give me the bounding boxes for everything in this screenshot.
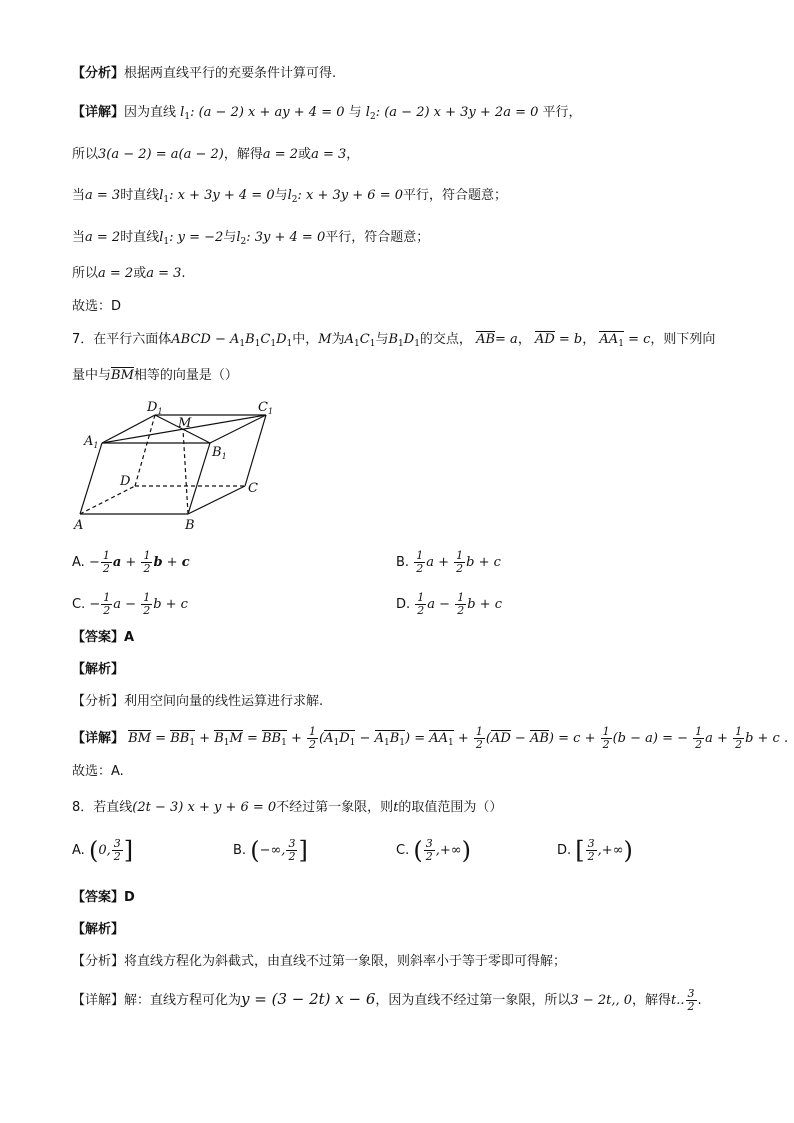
three-halves: $\frac{3}{2}$ <box>687 987 695 1013</box>
q8-jiexi: 【解析】 <box>72 922 125 937</box>
point-m: M <box>318 332 332 347</box>
q6-final-line <box>72 264 186 284</box>
l2-equation: : (a − 2) x + 3y + 2a = 0 <box>375 105 539 120</box>
q6-when3-line <box>72 186 507 210</box>
detail-tag: 【详解】 <box>72 731 125 746</box>
and-text: 与 <box>274 188 288 203</box>
l1-equation: : (a − 2) x + ay + 4 = 0 <box>190 105 345 120</box>
solution-1: a = 2 <box>262 147 299 162</box>
label-d: D <box>120 474 131 489</box>
l1-symbol: $l_1$ <box>159 230 170 247</box>
edge-ad <box>80 486 135 514</box>
and-text: 与 <box>223 230 237 245</box>
q7-option-d[interactable]: D. $\frac{1}{2}$ a − $\frac{1}{2}$ b + c <box>396 591 502 617</box>
label-a: A <box>74 518 84 533</box>
when-mid: 时直线 <box>120 188 160 203</box>
stem-2a: 量中与 <box>72 368 112 383</box>
when-mid: 时直线 <box>120 230 160 245</box>
label-c1: $C_1$ <box>258 400 274 416</box>
label-b1: $B_1$ <box>212 445 227 461</box>
q6-so-line <box>72 145 359 165</box>
q8-option-c[interactable]: C. ( $\frac{3}{2}$ ,+∞) <box>396 836 471 865</box>
detail-prefix: 因为直线 <box>124 105 177 120</box>
when-prefix: 当 <box>72 188 86 203</box>
or-text: 或 <box>133 266 147 281</box>
analysis-text: 根据两直线平行的充要条件计算可得. <box>124 66 337 81</box>
vec-aa1: $AA_1 = c$ <box>599 332 651 349</box>
q8-equation: (2t − 3) x + y + 6 = 0 <box>132 800 277 815</box>
q8-number: 8．若直线 <box>72 800 133 815</box>
q8-stem <box>72 798 502 818</box>
stem-2b: 相等的向量是（） <box>133 368 238 383</box>
fits-text: 平行，符合题意； <box>403 188 508 203</box>
q7-stem-line-2 <box>72 366 238 386</box>
or-text: 或 <box>298 147 312 162</box>
edge-cc1 <box>245 415 266 486</box>
mid-text: 中， <box>292 332 319 347</box>
label-b: B <box>185 518 195 533</box>
comma: ， <box>346 147 360 162</box>
when3-l1: : x + 3y + 4 = 0 <box>169 188 275 203</box>
fits-text: 平行，符合题意； <box>325 230 430 245</box>
detail-derivation: BM = $BB_1 + B_1M = BB_1$ + $\frac{1}{2}$ $(A_1D_1 - A_1B_1) = AA_1$ + $\frac{1}{2}$ (AD − AB) = c + $\frac{1}{2}$ (b − a) = − $\frac{1}{2}$ a + $\frac{1}{2}$ b + c . <box>128 725 789 751</box>
detail-d: ，解得 <box>632 993 672 1008</box>
label-m: M <box>178 416 192 431</box>
label-c: C <box>248 481 258 496</box>
q7-analysis: 【分析】利用空间向量的线性运算进行求解. <box>72 694 324 709</box>
when2-a: a = 2 <box>85 230 121 245</box>
q7-stem-line-1: 7．在平行六面体ABCD − $A_1B_1C_1D_1$中，M为$A_1C_1$与$B_1D_1$的交点， AB= a， AD = b， $AA_1 = c$，则下列向 <box>72 332 716 349</box>
solve-text: ，解得 <box>223 147 263 162</box>
when-prefix: 当 <box>72 230 86 245</box>
parallel-text: 平行， <box>542 105 582 120</box>
so-prefix: 所以 <box>72 147 99 162</box>
q8-option-b[interactable]: B. (−∞, $\frac{3}{2}$ ] <box>233 836 308 865</box>
stem-b: 不经过第一象限，则 <box>276 800 394 815</box>
vec-bm: BM <box>111 368 134 383</box>
tail-text: ，则下列向 <box>650 332 716 347</box>
b1d1: $B_1D_1$ <box>388 332 420 349</box>
q6-choose: 故选：D <box>72 299 122 314</box>
edge-aa1 <box>80 443 102 514</box>
final-prefix: 所以 <box>72 266 99 281</box>
final-end: . <box>181 266 186 281</box>
edge-bc <box>188 486 245 514</box>
q7-option-c[interactable]: C. − $\frac{1}{2}$ a − $\frac{1}{2}$ b + c <box>72 591 188 617</box>
stem-c: 的取值范围为（） <box>398 800 503 815</box>
q8-detail-line <box>72 988 702 1013</box>
q7-jiexi: 【解析】 <box>72 662 125 677</box>
q7-number: 7．在平行六面体 <box>72 332 172 347</box>
and-text: 与 <box>348 105 362 120</box>
detail-b: ，因为直线不经过第一象限，所以 <box>375 993 571 1008</box>
is-text: 为 <box>331 332 345 347</box>
q6-detail-line <box>72 103 582 127</box>
parallelepiped-figure <box>70 398 290 538</box>
detail-tag: 【详解】 <box>72 105 125 120</box>
intersection-text: 的交点， <box>419 332 472 347</box>
solution-2: a = 3 <box>311 147 347 162</box>
with-text: 与 <box>375 332 389 347</box>
l1-symbol: $l_1$ <box>159 188 170 205</box>
l1-symbol: $l_1$ <box>180 105 191 122</box>
solid-name: ABCD − $A_1B_1C_1D_1$ <box>171 332 293 349</box>
when2-l2: : 3y + 4 = 0 <box>246 230 326 245</box>
var-t: t <box>393 800 399 815</box>
q7-option-b[interactable]: B. $\frac{1}{2}$ a + $\frac{1}{2}$ b + c <box>396 549 501 575</box>
final-eq-2: a = 3 <box>146 266 182 281</box>
when2-l1: : y = −2 <box>169 230 224 245</box>
q8-option-a[interactable]: A. (0, $\frac{3}{2}$ ] <box>72 836 134 865</box>
ac1: $A_1C_1$ <box>344 332 376 349</box>
q7-answer: 【答案】A <box>72 630 135 645</box>
edge-bb1 <box>188 443 210 514</box>
l2-symbol: $l_2$ <box>365 105 376 122</box>
q8-answer: 【答案】D <box>72 890 135 905</box>
detail-eq: y = (3 − 2t) x − 6 <box>241 990 376 1008</box>
l2-symbol: $l_2$ <box>287 188 298 205</box>
when3-a: a = 3 <box>85 188 121 203</box>
l2-symbol: $l_2$ <box>236 230 247 247</box>
vec-ad: AD = b <box>534 332 583 347</box>
q6-analysis-line <box>72 64 336 84</box>
edge-dd1 <box>135 415 155 486</box>
q7-option-a[interactable]: A. − $\frac{1}{2}$ a + $\frac{1}{2}$ b + c <box>72 549 190 575</box>
so-equation: 3(a − 2) = a(a − 2) <box>98 147 224 162</box>
detail-e: t.. <box>671 993 685 1008</box>
label-a1: $A_1$ <box>84 434 99 450</box>
final-eq-1: a = 2 <box>98 266 134 281</box>
detail-c: 3 − 2t,, 0 <box>570 993 633 1008</box>
when3-l2: : x + 3y + 6 = 0 <box>297 188 404 203</box>
detail-f: . <box>697 993 702 1008</box>
vec-ab: AB= a <box>476 332 518 347</box>
q7-choose: 故选：A. <box>72 764 124 779</box>
q6-when2-line <box>72 228 429 252</box>
detail-a: 【详解】解：直线方程可化为 <box>72 993 242 1008</box>
q8-analysis: 【分析】将直线方程化为斜截式，由直线不过第一象限，则斜率小于等于零即可得解； <box>72 954 567 969</box>
q7-detail-line <box>72 726 788 751</box>
label-d1: $D_1$ <box>147 400 163 416</box>
analysis-tag: 【分析】 <box>72 66 125 81</box>
q8-option-d[interactable]: D. [ $\frac{3}{2}$ ,+∞) <box>557 836 633 865</box>
segment-bm <box>183 429 188 514</box>
